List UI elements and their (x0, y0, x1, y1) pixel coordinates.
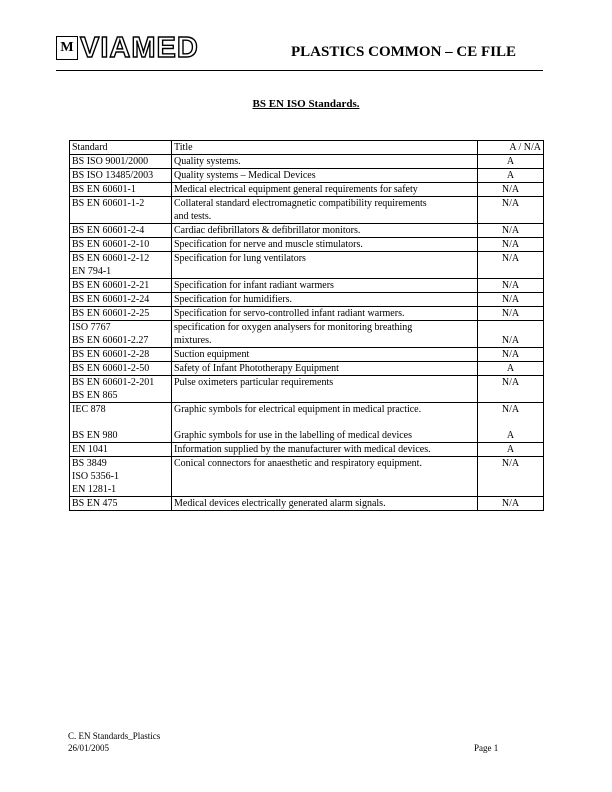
table-row (70, 169, 544, 183)
standard-code: BS 3849 (72, 458, 107, 469)
applicability-cell: N/A (478, 183, 544, 197)
applicability-value (480, 416, 541, 429)
standard-code: ISO 5356-1 (72, 471, 119, 482)
standard-cell (70, 348, 172, 362)
table-header-row (70, 141, 544, 155)
standard-title: Conical connectors for anaesthetic and respiratory equipment. (174, 458, 422, 469)
standard-cell (70, 376, 172, 403)
standard-cell (70, 293, 172, 307)
standard-code: BS EN 60601-2.27 (72, 335, 149, 346)
table-row (70, 321, 544, 348)
table-row (70, 252, 544, 279)
table-row (70, 224, 544, 238)
applicability-cell: N/A (478, 224, 544, 238)
table-row (70, 362, 544, 376)
applicability-cell: N/A (478, 457, 544, 497)
standard-code: BS EN 60601-2-25 (72, 308, 150, 319)
table-row (70, 238, 544, 252)
applicability-cell: N/A (478, 293, 544, 307)
applicability-cell: N/A (478, 321, 544, 348)
applicability-value: N/A (501, 404, 520, 415)
title-cell (172, 183, 478, 197)
document-header-title: PLASTICS COMMON – CE FILE (291, 44, 517, 60)
standard-title: Specification for nerve and muscle stimulators. (174, 239, 363, 250)
footer-page-number: Page 1 (474, 743, 499, 753)
standard-code: EN 794-1 (72, 266, 112, 277)
applicability-cell: N/A (478, 252, 544, 279)
standard-title: Specification for infant radiant warmers (174, 280, 334, 291)
title-cell (172, 252, 478, 279)
standard-title: Collateral standard electromagnetic compatibility requirements (174, 198, 427, 209)
table-row (70, 443, 544, 457)
title-cell (172, 293, 478, 307)
standards-table (69, 140, 544, 511)
standard-title: Medical devices electrically generated alarm signals. (174, 498, 386, 509)
standard-cell (70, 497, 172, 511)
standard-cell (70, 307, 172, 321)
applicability-cell: A (478, 169, 544, 183)
title-cell (172, 307, 478, 321)
title-cell (172, 155, 478, 169)
standard-cell (70, 197, 172, 224)
logo-text: VIAMED (80, 32, 199, 64)
standard-cell (70, 224, 172, 238)
standard-code: BS ISO 9001/2000 (72, 156, 149, 167)
title-cell (172, 224, 478, 238)
applicability-cell: A (478, 443, 544, 457)
standard-title: Information supplied by the manufacturer with medical devices. (174, 444, 431, 455)
standard-code: BS EN 60601-2-201 (72, 377, 155, 388)
standard-code: ISO 7767 (72, 322, 111, 333)
footer-filename: C. EN Standards_Plastics (68, 731, 161, 741)
standard-cell (70, 155, 172, 169)
applicability-cell: N/A (478, 307, 544, 321)
standard-cell (70, 403, 172, 443)
title-cell (172, 197, 478, 224)
title-cell (172, 238, 478, 252)
standard-title (174, 416, 475, 429)
standard-code: IEC 878 (72, 404, 106, 415)
standard-cell (70, 443, 172, 457)
applicability-cell (478, 403, 544, 443)
standard-cell (70, 279, 172, 293)
title-cell (172, 321, 478, 348)
standard-code: BS EN 60601-2-24 (72, 294, 150, 305)
table-row (70, 307, 544, 321)
standard-code: BS EN 60601-2-21 (72, 280, 150, 291)
applicability-cell: N/A (478, 348, 544, 362)
standard-title: Suction equipment (174, 349, 250, 360)
standard-title: Quality systems – Medical Devices (174, 170, 316, 181)
applicability-cell: N/A (478, 497, 544, 511)
table-body (70, 155, 544, 511)
standard-cell (70, 457, 172, 497)
standard-title: specification for oxygen analysers for monitoring breathing (174, 322, 413, 333)
standard-title: mixtures. (174, 335, 212, 346)
logo-mark-icon: M (56, 36, 78, 60)
standard-code: BS EN 60601-2-10 (72, 239, 150, 250)
table-row (70, 457, 544, 497)
title-cell (172, 348, 478, 362)
applicability-cell: N/A (478, 376, 544, 403)
standard-cell (70, 252, 172, 279)
standard-cell (70, 169, 172, 183)
applicability-value: A (506, 430, 515, 441)
table-row (70, 197, 544, 224)
viamed-logo (56, 33, 199, 63)
standard-title: Specification for humidifiers. (174, 294, 293, 305)
standard-code: BS EN 60601-1-2 (72, 198, 145, 209)
table-row (70, 403, 544, 443)
standard-cell (70, 321, 172, 348)
title-cell (172, 376, 478, 403)
table-row (70, 293, 544, 307)
standard-code: BS EN 60601-1 (72, 184, 136, 195)
standard-title: Cardiac defibrillators & defibrillator monitors. (174, 225, 361, 236)
standard-title: Safety of Infant Phototherapy Equipment (174, 363, 339, 374)
table-row (70, 348, 544, 362)
header-divider (56, 70, 543, 71)
title-cell (172, 279, 478, 293)
standard-code: BS EN 60601-2-28 (72, 349, 150, 360)
standard-code: BS EN 60601-2-4 (72, 225, 145, 236)
table-row (70, 376, 544, 403)
applicability-cell: N/A (478, 238, 544, 252)
standard-title: Quality systems. (174, 156, 241, 167)
table-row (70, 155, 544, 169)
standard-title: Specification for servo-controlled infant radiant warmers. (174, 308, 405, 319)
standard-code: EN 1041 (72, 444, 108, 455)
standard-cell (70, 183, 172, 197)
standard-title: and tests. (174, 211, 212, 222)
header-standard: Standard (70, 141, 172, 155)
standard-cell (70, 238, 172, 252)
standard-title: Medical electrical equipment general requirements for safety (174, 184, 418, 195)
title-cell (172, 169, 478, 183)
standard-title: Graphic symbols for use in the labelling of medical devices (174, 430, 412, 441)
title-cell (172, 403, 478, 443)
standard-code (72, 416, 169, 429)
page-heading: BS EN ISO Standards. (252, 98, 360, 110)
footer-date: 26/01/2005 (68, 743, 110, 753)
standard-code: BS EN 980 (72, 430, 118, 441)
standard-code: EN 1281-1 (72, 484, 117, 495)
table-row (70, 497, 544, 511)
applicability-cell: A (478, 155, 544, 169)
standard-code: BS EN 865 (72, 390, 118, 401)
standard-title: Pulse oximeters particular requirements (174, 377, 334, 388)
table-row (70, 183, 544, 197)
standard-title: Graphic symbols for electrical equipment in medical practice. (174, 404, 422, 415)
applicability-cell: N/A (478, 197, 544, 224)
applicability-cell: N/A (478, 279, 544, 293)
standard-code: BS EN 475 (72, 498, 118, 509)
title-cell (172, 362, 478, 376)
standard-code: BS EN 60601-2-12 (72, 253, 150, 264)
header-title: Title (172, 141, 478, 155)
applicability-cell: A (478, 362, 544, 376)
standard-cell (70, 362, 172, 376)
standard-title: Specification for lung ventilators (174, 253, 306, 264)
title-cell (172, 497, 478, 511)
table-row (70, 279, 544, 293)
standard-code: BS ISO 13485/2003 (72, 170, 154, 181)
standard-code: BS EN 60601-2-50 (72, 363, 150, 374)
header-applicability: A / N/A (478, 141, 544, 155)
title-cell (172, 457, 478, 497)
title-cell (172, 443, 478, 457)
